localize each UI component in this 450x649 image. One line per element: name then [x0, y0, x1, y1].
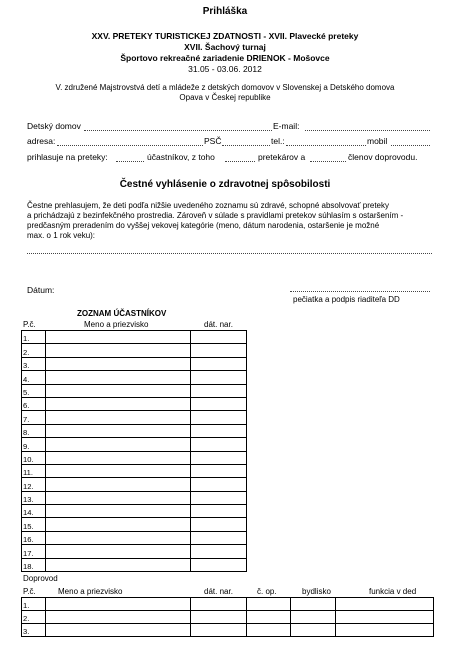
escort-row-number: 3. — [22, 624, 46, 637]
participant-row — [22, 411, 247, 424]
participant-cell[interactable] — [46, 545, 191, 558]
participant-cell[interactable] — [46, 344, 191, 357]
participant-row — [22, 438, 247, 451]
participant-cell[interactable] — [191, 331, 247, 344]
declaration-notes-field[interactable] — [27, 253, 432, 254]
participant-row-number: 13. — [22, 491, 46, 504]
escort-row — [22, 611, 434, 624]
event-title: XXV. PRETEKY TURISTICKEJ ZDATNOSTI - XVII. Plavecké preteky — [91, 31, 359, 41]
participant-row — [22, 478, 247, 491]
organizer-line-2: Opava v Českej republike — [179, 93, 271, 102]
escort-cell[interactable] — [336, 598, 434, 611]
participant-cell[interactable] — [46, 438, 191, 451]
participant-row-number: 6. — [22, 397, 46, 410]
participant-row-number: 14. — [22, 505, 46, 518]
participant-row — [22, 531, 247, 544]
escort-row-number: 2. — [22, 611, 46, 624]
participant-row — [22, 491, 247, 504]
participant-cell[interactable] — [191, 464, 247, 477]
racers-label: pretekárov a — [258, 152, 306, 162]
participant-row — [22, 545, 247, 558]
escort-title: Doprovod — [23, 574, 58, 583]
participant-cell[interactable] — [46, 424, 191, 437]
event-dates: 31.05 - 03.06. 2012 — [188, 64, 262, 74]
participant-row — [22, 424, 247, 437]
participant-row — [22, 558, 247, 571]
participants-col-name: Meno a priezvisko — [84, 320, 149, 329]
home-field[interactable] — [84, 130, 272, 131]
participant-cell[interactable] — [191, 424, 247, 437]
participant-cell[interactable] — [191, 505, 247, 518]
participant-cell[interactable] — [46, 384, 191, 397]
participant-cell[interactable] — [191, 371, 247, 384]
participant-row-number: 15. — [22, 518, 46, 531]
escort-count-field[interactable] — [310, 161, 346, 162]
participant-row — [22, 397, 247, 410]
participant-row — [22, 518, 247, 531]
participant-cell[interactable] — [191, 558, 247, 571]
participant-row — [22, 451, 247, 464]
declaration-line-1: Čestne prehlasujem, že deti podľa nižšie uvedeného zoznamu sú zdravé, schopné absolvovať preteky — [27, 201, 389, 210]
mobil-label: mobil — [367, 136, 388, 146]
participant-cell[interactable] — [46, 397, 191, 410]
participant-row-number: 2. — [22, 344, 46, 357]
participant-cell[interactable] — [191, 451, 247, 464]
declaration-line-4: max. o 1 rok veku): — [27, 231, 96, 240]
participant-cell[interactable] — [46, 331, 191, 344]
address-label: adresa: — [27, 136, 56, 146]
participant-cell[interactable] — [46, 464, 191, 477]
participant-cell[interactable] — [46, 371, 191, 384]
participant-cell[interactable] — [46, 505, 191, 518]
signature-label: pečiatka a podpis riaditeľa DD — [293, 295, 400, 304]
escort-cell[interactable] — [247, 598, 291, 611]
escort-col-name: Meno a priezvisko — [58, 587, 123, 596]
signup-label: prihlasuje na preteky: — [27, 152, 108, 162]
participant-row-number: 10. — [22, 451, 46, 464]
escort-cell[interactable] — [336, 624, 434, 637]
participant-cell[interactable] — [46, 357, 191, 370]
participant-row-number: 9. — [22, 438, 46, 451]
participant-cell[interactable] — [191, 397, 247, 410]
participant-cell[interactable] — [191, 531, 247, 544]
participant-row — [22, 384, 247, 397]
organizer-line-1: V. združené Majstrovstvá detí a mládeže z detských domovov v Slovenskej a Detského domova — [55, 83, 395, 92]
escort-cell[interactable] — [291, 598, 336, 611]
escort-cell[interactable] — [46, 624, 191, 637]
participant-row-number: 1. — [22, 331, 46, 344]
signature-field[interactable] — [290, 291, 430, 292]
declaration-title: Čestné vyhlásenie o zdravotnej spôsobilosti — [119, 179, 331, 190]
racers-count-field[interactable] — [225, 161, 255, 162]
participant-cell[interactable] — [191, 344, 247, 357]
escort-cell[interactable] — [191, 598, 247, 611]
participant-cell[interactable] — [191, 357, 247, 370]
participant-row-number: 3. — [22, 357, 46, 370]
declaration-line-3: predčasným preradením do vyššej vekovej kategórie (meno, dátum narodenia, ostaršenie je možné — [27, 221, 380, 230]
escort-cell[interactable] — [291, 611, 336, 624]
participant-cell[interactable] — [191, 491, 247, 504]
escort-cell[interactable] — [247, 624, 291, 637]
escort-row — [22, 598, 434, 611]
participants-title: ZOZNAM ÚČASTNÍKOV — [77, 309, 167, 318]
escort-row — [22, 624, 434, 637]
participant-row — [22, 344, 247, 357]
participants-count-field[interactable] — [116, 161, 144, 162]
participant-row-number: 17. — [22, 545, 46, 558]
escort-table — [21, 597, 434, 637]
tel-label: tel.: — [271, 136, 285, 146]
participant-cell[interactable] — [191, 518, 247, 531]
participant-cell[interactable] — [191, 411, 247, 424]
participant-cell[interactable] — [46, 558, 191, 571]
escort-cell[interactable] — [336, 611, 434, 624]
escort-row-number: 1. — [22, 598, 46, 611]
participants-col-num: P.č. — [23, 320, 36, 329]
event-subtitle: XVII. Šachový turnaj — [184, 42, 266, 52]
participant-row — [22, 371, 247, 384]
escort-label: členov doprovodu. — [348, 152, 418, 162]
escort-col-birth: dát. nar. — [204, 587, 233, 596]
date-label: Dátum: — [27, 285, 55, 295]
participant-row-number: 4. — [22, 371, 46, 384]
participant-cell[interactable] — [46, 411, 191, 424]
participant-row-number: 18. — [22, 558, 46, 571]
participant-row-number: 8. — [22, 424, 46, 437]
participant-row — [22, 464, 247, 477]
escort-cell[interactable] — [191, 611, 247, 624]
escort-cell[interactable] — [46, 611, 191, 624]
participant-cell[interactable] — [191, 438, 247, 451]
participant-row-number: 16. — [22, 531, 46, 544]
participant-cell[interactable] — [191, 545, 247, 558]
participant-row-number: 7. — [22, 411, 46, 424]
participant-row — [22, 357, 247, 370]
escort-col-op: č. op. — [257, 587, 277, 596]
participant-row — [22, 505, 247, 518]
tel-field[interactable] — [286, 145, 366, 146]
participant-row-number: 12. — [22, 478, 46, 491]
home-label: Detský domov — [27, 121, 81, 131]
psc-field[interactable] — [222, 145, 270, 146]
escort-cell[interactable] — [46, 598, 191, 611]
participant-row-number: 11. — [22, 464, 46, 477]
participants-col-birth: dát. nar. — [204, 320, 233, 329]
escort-col-role: funkcia v ded — [369, 587, 417, 596]
escort-col-num: P.č. — [23, 587, 36, 596]
participant-cell[interactable] — [46, 478, 191, 491]
escort-col-address: bydlisko — [302, 587, 331, 596]
participant-row-number: 5. — [22, 384, 46, 397]
address-field[interactable] — [57, 145, 203, 146]
participant-row — [22, 331, 247, 344]
psc-label: PSČ — [204, 136, 222, 146]
escort-cell[interactable] — [247, 611, 291, 624]
email-label: E-mail: — [273, 121, 300, 131]
participant-cell[interactable] — [46, 451, 191, 464]
escort-cell[interactable] — [291, 624, 336, 637]
participant-cell[interactable] — [191, 384, 247, 397]
declaration-line-2: a prichádzajú z bezinfekčného prostredia. Zároveň v súlade s pravidlami pretekov súhlasím s ostaršením - — [27, 211, 404, 220]
participants-table — [21, 330, 247, 572]
form-heading: Prihláška — [202, 6, 248, 17]
mobil-field[interactable] — [391, 145, 430, 146]
participant-cell[interactable] — [46, 531, 191, 544]
participants-label: účastníkov, z toho — [147, 152, 215, 162]
participant-cell[interactable] — [46, 518, 191, 531]
participant-cell[interactable] — [46, 491, 191, 504]
participant-cell[interactable] — [191, 478, 247, 491]
escort-cell[interactable] — [191, 624, 247, 637]
email-field[interactable] — [305, 130, 430, 131]
event-venue: Športovo rekreačné zariadenie DRIENOK - Mošovce — [120, 53, 330, 63]
